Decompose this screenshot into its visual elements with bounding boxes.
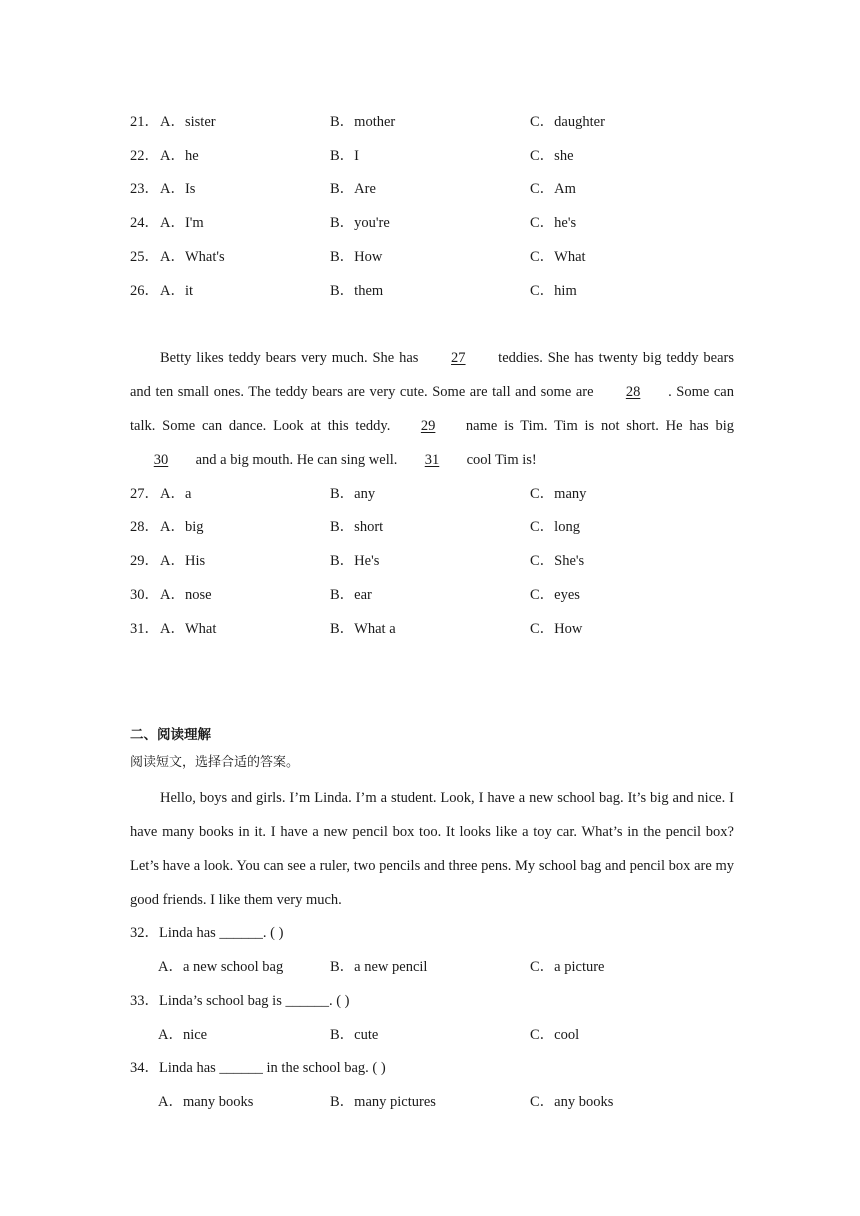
reading-passage	[130, 781, 734, 917]
option-a: A．What's	[160, 249, 225, 265]
question-stem: 32．Linda has ______. ( )	[130, 925, 284, 941]
option-a: A．His	[160, 553, 206, 569]
question-number: 27．	[130, 486, 159, 502]
question-32	[130, 923, 740, 943]
question-22	[130, 146, 740, 166]
question-number: 30．	[130, 587, 159, 603]
passage-text: . Some can talk. Some can dance. Look at this teddy.	[130, 384, 734, 434]
option-c: C．She's	[530, 553, 585, 569]
option-b: B．them	[330, 283, 384, 299]
option-c: C．long	[530, 519, 580, 535]
option-b: B．He's	[330, 553, 380, 569]
question-34	[130, 1058, 740, 1078]
question-26	[130, 281, 740, 301]
option-c: C．eyes	[530, 587, 580, 603]
option-a: A．What	[160, 621, 217, 637]
question-number: 26．	[130, 283, 159, 299]
passage-text: teddies. She has twenty big teddy bears and ten small ones. The teddy bears are very cute. Some are tall and some are	[130, 350, 734, 400]
option-a: A．a new school bag	[158, 959, 284, 975]
question-number: 25．	[130, 249, 159, 265]
passage-text: Betty likes teddy bears very much. She has	[160, 350, 424, 366]
option-a: A．I'm	[160, 215, 204, 231]
question-28	[130, 517, 740, 537]
question-23	[130, 179, 740, 199]
question-number: 23．	[130, 181, 159, 197]
question-29	[130, 551, 740, 571]
option-b: B．a new pencil	[330, 959, 428, 975]
question-21	[130, 112, 740, 132]
option-c: C．him	[530, 283, 577, 299]
question-33-options	[130, 1025, 740, 1045]
option-a: A．it	[160, 283, 194, 299]
question-32-options	[130, 957, 740, 977]
blank-30: 30	[153, 452, 169, 468]
passage-text: name is Tim. Tim is not short. He has big	[459, 418, 734, 434]
option-b: B．any	[330, 486, 376, 502]
option-b: B．cute	[330, 1027, 379, 1043]
option-c: C．any books	[530, 1094, 614, 1110]
option-b: B．you're	[330, 215, 390, 231]
question-number: 21．	[130, 114, 159, 130]
blank-31: 31	[424, 452, 440, 468]
option-a: A．many books	[158, 1094, 254, 1110]
question-34-options	[130, 1092, 740, 1112]
section-heading: 二、阅读理解	[130, 727, 211, 743]
option-b: B．How	[330, 249, 383, 265]
option-a: A．he	[160, 148, 199, 164]
question-24	[130, 213, 740, 233]
question-number: 31．	[130, 621, 159, 637]
option-b: B．mother	[330, 114, 396, 130]
option-b: B．short	[330, 519, 384, 535]
option-c: C．Am	[530, 181, 576, 197]
option-a: A．sister	[160, 114, 216, 130]
passage-text: and a big mouth. He can sing well.	[192, 452, 401, 468]
option-b: B．What a	[330, 621, 396, 637]
option-b: B．I	[330, 148, 359, 164]
question-number: 22．	[130, 148, 159, 164]
option-b: B．ear	[330, 587, 372, 603]
blank-29: 29	[420, 418, 436, 434]
option-a: A．Is	[160, 181, 196, 197]
option-c: C．he's	[530, 215, 577, 231]
question-number: 28．	[130, 519, 159, 535]
question-30	[130, 585, 740, 605]
option-c: C．How	[530, 621, 583, 637]
section-instruction: 阅读短文，选择合适的答案。	[130, 755, 300, 770]
passage-text: Hello, boys and girls. I’m Linda. I’m a student. Look, I have a new school bag. It’s big and nice. I have many books in it. I have a new pencil box too. It looks like a toy car. What’s in the pencil box? Let’s have a look. You can see a ruler, two pencils and three pens. My school bag and pencil box are my good friends. I like them very much.	[130, 790, 734, 908]
cloze-passage	[130, 341, 734, 477]
question-31	[130, 619, 740, 639]
option-c: C．What	[530, 249, 586, 265]
question-33	[130, 991, 740, 1011]
option-a: A．nice	[158, 1027, 208, 1043]
blank-28: 28	[625, 384, 641, 400]
question-number: 29．	[130, 553, 159, 569]
question-stem: 33．Linda’s school bag is ______. ( )	[130, 993, 350, 1009]
question-27	[130, 484, 740, 504]
option-c: C．many	[530, 486, 587, 502]
question-25	[130, 247, 740, 267]
blank-27: 27	[451, 350, 466, 366]
option-c: C．daughter	[530, 114, 605, 130]
passage-text: cool Tim is!	[463, 452, 537, 468]
option-a: A．nose	[160, 587, 212, 603]
option-c: C．she	[530, 148, 574, 164]
option-c: C．cool	[530, 1027, 580, 1043]
option-b: B．many pictures	[330, 1094, 436, 1110]
question-stem: 34．Linda has ______ in the school bag. ( )	[130, 1060, 386, 1076]
option-c: C．a picture	[530, 959, 605, 975]
option-a: A．a	[160, 486, 192, 502]
option-b: B．Are	[330, 181, 376, 197]
question-number: 24．	[130, 215, 159, 231]
option-a: A．big	[160, 519, 204, 535]
